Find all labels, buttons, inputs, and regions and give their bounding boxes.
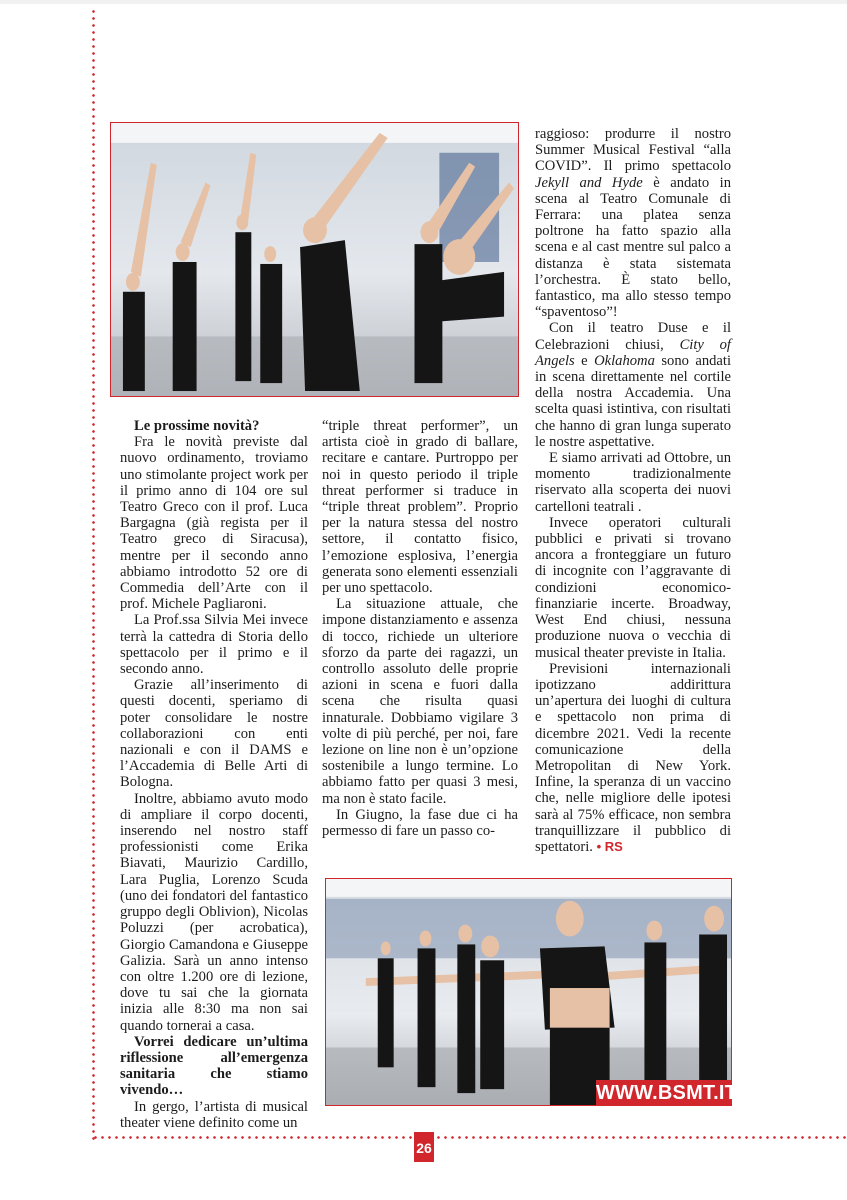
- bold-paragraph: Vorrei dedicare un’ultima riflessione all’emergenza sanitaria che stiamo vivendo…: [120, 1033, 308, 1099]
- paragraph: E siamo arrivati ad Ottobre, un momento tradizionalmente riservato alla scoperta dei nuovi cartelloni teatrali .: [535, 450, 731, 515]
- text-run: e: [574, 352, 595, 369]
- text-run: Previsioni internazionali ipotizzano addirittura un’apertura dei luoghi di cultura e spettacolo non prima di dicembre 2021. Vedi la recente comunicazione della Metropolitan di New York. Infine, la speranza di un vaccino che, nelle migliore delle ipotesi sarà al 75% efficace, non sembra tranquillizzare il pubblico di spettatori.: [535, 660, 731, 855]
- paragraph: [535, 126, 731, 320]
- text-run: Con il teatro Duse e il Celebrazioni chiusi,: [535, 320, 731, 353]
- top-edge: [0, 0, 847, 4]
- website-watermark[interactable]: WWW.BSMT.IT: [596, 1082, 738, 1104]
- paragraph: Fra le novità previste dal nuovo ordinamento, troviamo uno stimolante project work per il primo anno di 104 ore sul Teatro Greco con il prof. Luca Bargagna (già regista per il Teatro greco di Siracusa), mentre per il secondo anno abbiamo introdotto 52 ore di Commedia dell’Arte con il prof. Michele Pagliaroni.: [120, 434, 308, 613]
- text-run: è andato in scena al Teatro Comunale di Ferrara: una platea senza poltrone ha fatto spazio alla scena e al cast mentre sul palco a distanza è stata sistemata l’orchestra. È stato bello, fantastico, ma allo stesso tempo “spaventoso”!: [535, 174, 731, 321]
- paragraph: La situazione attuale, che impone distanziamento e assenza di tocco, richiede un ulteriore sforzo da parte dei ragazzi, un controllo assoluto delle proprie azioni in scena e fuori dalla scena che risulta quasi innaturale. Dobbiamo vigilare 3 volte di più perché, per noi, fare lezione on line non è un’opzione sostenibile a lungo termine. Lo abbiamo fatto per quasi 3 mesi, ma non è stato facile.: [322, 596, 518, 807]
- text-run: sono andati in scena direttamente nel cortile della nostra Accademia. Una scelta quasi istintiva, con risultati che hanno di gran lunga superato le nostre aspettative.: [535, 352, 732, 450]
- paragraph: “triple threat performer”, un artista cioè in grado di ballare, recitare e cantare. Purtroppo per noi in questo periodo il triple threat performer si traduce in “triple threat problem”. Proprio per la natura stessa del nostro settore, il contatto fisico, l’emozione esplosiva, l’energia generata sono elementi essenziali per uno spettacolo.: [322, 418, 518, 597]
- article-column-2: [322, 418, 518, 839]
- paragraph: Grazie all’inserimento di questi docenti, speriamo di poter consolidare le nostre collaborazioni con enti nazionali e con il DAMS e l’Accademia di Belle Arti di Bologna.: [120, 677, 308, 791]
- author-signature: • RS: [596, 838, 623, 854]
- dotted-margin-vertical: [92, 8, 95, 1140]
- page-number: 26: [414, 1132, 434, 1162]
- dotted-margin-horizontal: [92, 1136, 847, 1139]
- paragraph: La Prof.ssa Silvia Mei invece terrà la cattedra di Storia dello spettacolo per il primo e il secondo anno.: [120, 612, 308, 678]
- dancers-photo-top: [110, 122, 519, 397]
- paragraph: [535, 661, 731, 855]
- dancers-photo-bottom: [325, 878, 738, 1106]
- paragraph: In Giugno, la fase due ci ha permesso di fare un passo co-: [322, 806, 518, 840]
- paragraph: In gergo, l’artista di musical theater viene definito come un: [120, 1098, 308, 1131]
- show-title: City of Angels: [535, 336, 731, 369]
- show-title: Jekyll and Hyde: [535, 174, 643, 191]
- paragraph: Inoltre, abbiamo avuto modo di ampliare il corpo docenti, inserendo nel nostro staff professionisti come Erika Biavati, Maurizio Cardillo, Lara Puglia, Lorenzo Scuda (uno dei fondatori del fantastico gruppo degli Oblivion), Nicolas Poluzzi (per acrobatica), Giorgio Camandona e Giuseppe Galizia. Sarà un anno intenso con oltre 1.200 ore di lezione, dove tu sai che la giornata inizia alle 8:30 ma non sai quando tornerai a casa.: [120, 790, 308, 1034]
- article-column-3: [535, 126, 731, 855]
- paragraph: [535, 320, 731, 450]
- article-column-1: [120, 418, 308, 1131]
- text-run: raggioso: produrre il nostro Summer Musical Festival “alla COVID”. Il primo spettacolo: [535, 126, 731, 175]
- section-heading: Le prossime novità?: [134, 418, 260, 434]
- show-title: Oklahoma: [594, 352, 655, 369]
- paragraph: Invece operatori culturali pubblici e privati si trovano ancora a fronteggiare un futuro di incognite con l’aggravante di condizioni economico-finanziarie incerte. Broadway, West End chiusi, nessuna produzione nuova o vecchia di musical theater previste in Italia.: [535, 514, 731, 661]
